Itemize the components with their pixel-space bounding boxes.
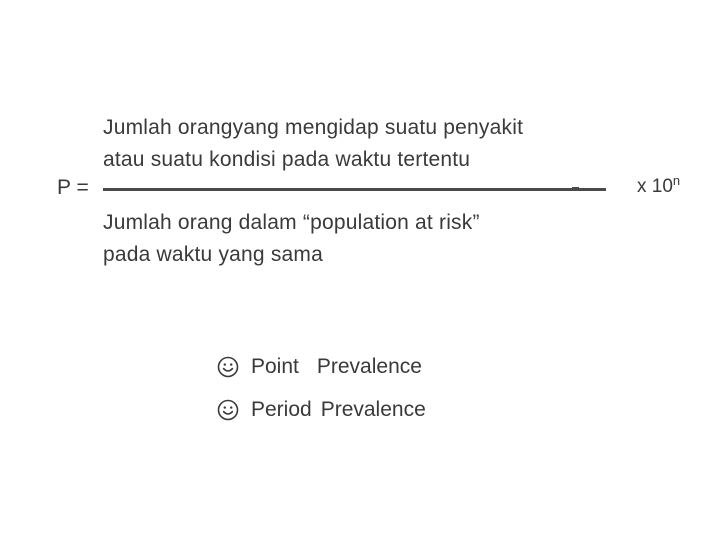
formula-lhs: P = [57, 176, 89, 199]
bullet-word-2: Prevalence [316, 355, 422, 378]
smiley-face-icon [217, 356, 239, 378]
fraction-bar [103, 188, 606, 191]
bullet-item-period-prevalence [217, 398, 426, 422]
bullet-word-1: Point [251, 355, 299, 378]
multiplier [637, 173, 681, 198]
numerator-line-1: Jumlah orangyang mengidap suatu penyakit [103, 116, 524, 139]
denominator-line-2: pada waktu yang sama [103, 243, 323, 266]
bullet-word-1: Period [251, 398, 312, 421]
bullet-word-2: Prevalence [320, 398, 426, 421]
fraction-bar-notch [572, 187, 579, 188]
multiplier-exponent: n [672, 173, 681, 188]
numerator-line-2: atau suatu kondisi pada waktu tertentu [103, 148, 471, 171]
smiley-face-icon [217, 399, 239, 421]
bullet-item-point-prevalence [217, 355, 422, 379]
denominator-line-1: Jumlah orang dalam “population at risk” [103, 211, 480, 234]
multiplier-base: x 10 [637, 176, 673, 197]
